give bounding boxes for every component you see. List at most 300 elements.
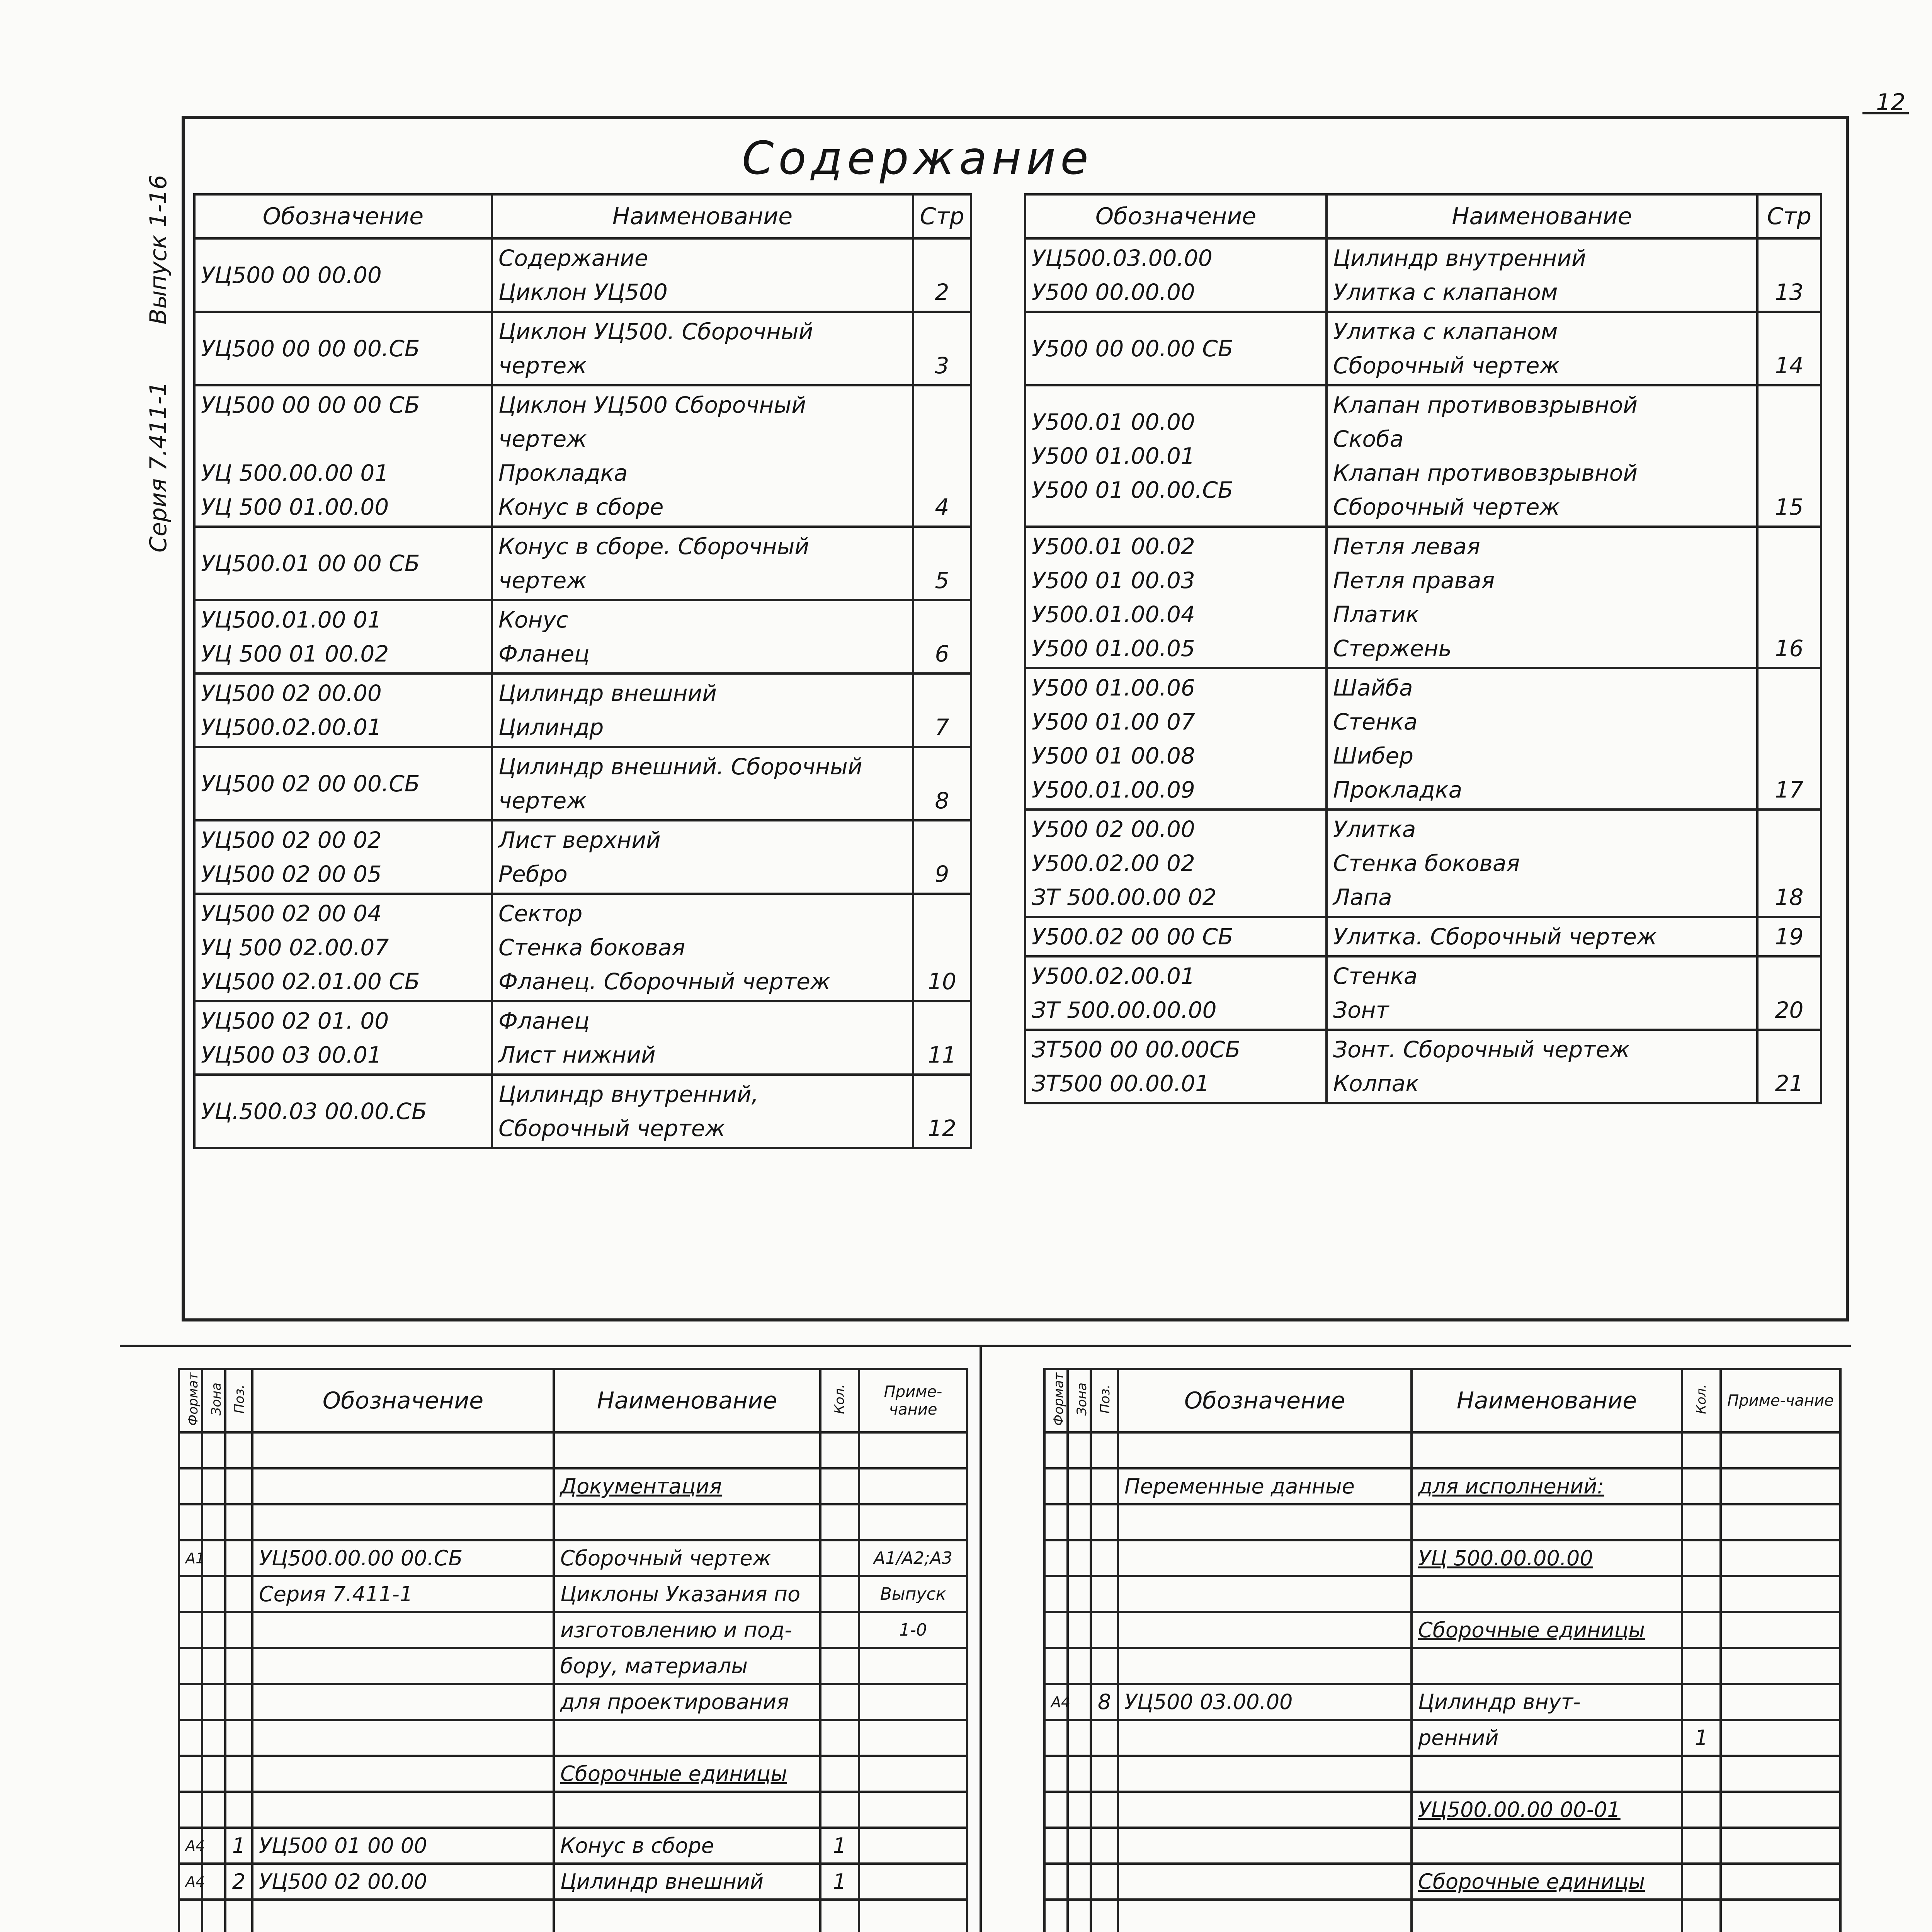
spec-note (859, 1864, 967, 1900)
toc-designation-cell (194, 1001, 492, 1075)
toc-name: Скоба (1333, 426, 1404, 452)
spec-row (1044, 1828, 1840, 1864)
spec-header-note: Приме-чание (859, 1369, 967, 1432)
spec-name: Документация (554, 1468, 820, 1504)
spec-pos (225, 1432, 252, 1468)
spec-qty (820, 1468, 859, 1504)
spec-pos (1091, 1864, 1118, 1900)
spec-zone (1068, 1720, 1091, 1756)
toc-designation: УЦ500 03 00.01 (201, 1042, 382, 1068)
spec-note (859, 1720, 967, 1756)
spec-note (1721, 1864, 1840, 1900)
toc-designation: У500 01.00.06 (1032, 675, 1195, 701)
spec-row (1044, 1540, 1840, 1576)
spec-format (1044, 1504, 1068, 1540)
spec-table-right (1043, 1368, 1842, 1932)
toc-name: Конус в сборе (498, 494, 664, 520)
spec-designation: УЦ500.00.00 00.СБ (252, 1540, 554, 1576)
spec-note (1721, 1720, 1840, 1756)
spec-format (1044, 1756, 1068, 1792)
spec-name (1412, 1900, 1682, 1932)
toc-designation-cell (194, 238, 492, 312)
spec-pos (1091, 1828, 1118, 1864)
toc-designation-cell (194, 385, 492, 527)
toc-page: 2 (913, 238, 971, 312)
toc-table-right (1024, 193, 1822, 1104)
spec-format (1044, 1576, 1068, 1612)
toc-page: 16 (1757, 527, 1821, 668)
spec-row (1044, 1792, 1840, 1828)
toc-name: Петля правая (1333, 567, 1495, 594)
spec-note (1721, 1540, 1840, 1576)
spec-row (179, 1540, 967, 1576)
spec-row (1044, 1684, 1840, 1720)
toc-designation: У500.01 00.02 (1032, 533, 1195, 560)
spec-name: Сборочные единицы (554, 1756, 820, 1792)
spec-format: А4 (179, 1864, 202, 1900)
toc-header-page: Стр (1757, 194, 1821, 238)
spec-format (1044, 1540, 1068, 1576)
toc-designation: ЗТ 500.00.00 02 (1032, 884, 1217, 910)
toc-name: Стенка (1333, 709, 1418, 735)
spec-qty: 1 (820, 1828, 859, 1864)
toc-name: чертеж (498, 787, 587, 814)
toc-designation: УЦ 500 02.00.07 (201, 934, 389, 961)
toc-designation-cell (194, 747, 492, 820)
spec-name: Цилиндр внут- (1412, 1684, 1682, 1720)
spec-format: А4 (1044, 1684, 1068, 1720)
toc-designation: УЦ500.01 00 00 СБ (201, 550, 420, 577)
toc-name: Фланец (498, 1008, 590, 1034)
spec-format (179, 1648, 202, 1684)
spec-name: Сборочный чертеж (554, 1540, 820, 1576)
spec-note: 1-0 (859, 1612, 967, 1648)
spec-note (859, 1900, 967, 1932)
spec-designation (1118, 1756, 1412, 1792)
spec-pos (225, 1504, 252, 1540)
toc-name-cell (492, 385, 913, 527)
toc-name: Фланец (498, 641, 590, 667)
toc-name: Сборочный чертеж (1333, 352, 1560, 379)
toc-designation-cell (1025, 917, 1327, 956)
spec-zone (1068, 1432, 1091, 1468)
spec-zone (1068, 1756, 1091, 1792)
spec-format (1044, 1792, 1068, 1828)
toc-page: 21 (1757, 1030, 1821, 1103)
spec-zone (202, 1828, 225, 1864)
spec-pos (225, 1612, 252, 1648)
toc-name: Фланец. Сборочный чертеж (498, 968, 831, 995)
spec-pos (225, 1792, 252, 1828)
toc-designation: У500.02.00 02 (1032, 850, 1195, 876)
spec-designation (252, 1504, 554, 1540)
spec-row (1044, 1612, 1840, 1648)
toc-name: Циклон УЦ500 Сборочный (498, 392, 806, 418)
spec-zone (1068, 1864, 1091, 1900)
toc-name-cell (1327, 385, 1757, 527)
spec-header-designation: Обозначение (252, 1369, 554, 1432)
toc-designation: УЦ500 02 00 05 (201, 861, 382, 887)
toc-designation: У500 01 00.08 (1032, 743, 1195, 769)
toc-name: Стержень (1333, 635, 1452, 662)
toc-page: 19 (1757, 917, 1821, 956)
toc-row (194, 527, 971, 600)
spec-pos (225, 1576, 252, 1612)
spec-header-note: Приме-чание (1721, 1369, 1840, 1432)
toc-page: 15 (1757, 385, 1821, 527)
spec-row (179, 1900, 967, 1932)
spec-designation (1118, 1792, 1412, 1828)
spec-row (179, 1612, 967, 1648)
spec-pos: 8 (1091, 1684, 1118, 1720)
spec-name (554, 1792, 820, 1828)
spec-header-name: Наименование (1412, 1369, 1682, 1432)
toc-designation: УЦ500 00 00.00 (201, 262, 382, 288)
spec-note (1721, 1648, 1840, 1684)
toc-row (194, 747, 971, 820)
toc-name: Циклон УЦ500 (498, 279, 668, 305)
toc-designation: УЦ500 02 00.00 (201, 680, 382, 706)
toc-header-name: Наименование (492, 194, 913, 238)
spec-qty (820, 1612, 859, 1648)
toc-designation-cell (1025, 238, 1327, 312)
spec-zone (1068, 1792, 1091, 1828)
spec-designation (1118, 1864, 1412, 1900)
toc-row (194, 894, 971, 1001)
spec-designation: УЦ500 02 00.00 (252, 1864, 554, 1900)
spec-format (179, 1684, 202, 1720)
toc-name: Циклон УЦ500. Сборочный (498, 318, 813, 345)
toc-name: Улитка (1333, 816, 1416, 842)
toc-designation: УЦ500 00 00 00.СБ (201, 335, 420, 362)
spec-note (1721, 1432, 1840, 1468)
spec-name: Сборочные единицы (1412, 1864, 1682, 1900)
spec-name (554, 1504, 820, 1540)
spec-zone (1068, 1504, 1091, 1540)
spec-pos (225, 1720, 252, 1756)
toc-name-cell (1327, 312, 1757, 385)
spec-note (859, 1684, 967, 1720)
toc-designation-cell (1025, 312, 1327, 385)
toc-name: Стенка боковая (1333, 850, 1520, 876)
spec-format (179, 1576, 202, 1612)
spec-zone (202, 1468, 225, 1504)
toc-name: Клапан противовзрывной (1333, 460, 1638, 486)
toc-name-cell (492, 527, 913, 600)
spec-pos (1091, 1756, 1118, 1792)
toc-name: Прокладка (498, 460, 628, 486)
spec-designation (252, 1720, 554, 1756)
toc-name: Петля левая (1333, 533, 1480, 560)
toc-page: 9 (913, 820, 971, 894)
spec-format (1044, 1468, 1068, 1504)
toc-name: Цилиндр внешний. Сборочный (498, 753, 862, 780)
page-number-rule (1862, 112, 1909, 114)
spec-pos (1091, 1648, 1118, 1684)
spec-zone (1068, 1828, 1091, 1864)
spec-designation: Серия 7.411-1 (252, 1576, 554, 1612)
spec-pos (225, 1900, 252, 1932)
spec-zone (1068, 1576, 1091, 1612)
spec-header-pos: Поз. (232, 1384, 247, 1414)
spec-header-pos: Поз. (1097, 1384, 1113, 1414)
spec-pos (225, 1648, 252, 1684)
spec-pos (1091, 1576, 1118, 1612)
spec-note (859, 1648, 967, 1684)
spec-name: ренний (1412, 1720, 1682, 1756)
spec-zone (1068, 1648, 1091, 1684)
toc-designation: УЦ500 02 01. 00 (201, 1008, 389, 1034)
spec-header-qty: Кол. (832, 1384, 847, 1414)
spec-format (179, 1504, 202, 1540)
spec-note (1721, 1468, 1840, 1504)
toc-name-cell (1327, 956, 1757, 1030)
issue-label: Выпуск 1-16 (145, 175, 172, 325)
toc-name: Колпак (1333, 1070, 1419, 1097)
spec-qty (1682, 1900, 1721, 1932)
toc-designation: УЦ500 02 00 02 (201, 827, 382, 853)
spec-qty (820, 1432, 859, 1468)
toc-name-cell (492, 747, 913, 820)
spec-row (179, 1756, 967, 1792)
spec-format (1044, 1828, 1068, 1864)
spec-pos (1091, 1504, 1118, 1540)
toc-designation-cell (194, 600, 492, 673)
spec-designation (252, 1432, 554, 1468)
spec-zone (202, 1648, 225, 1684)
sheet-divider (980, 1345, 982, 1932)
toc-name: Улитка с клапаном (1333, 318, 1558, 345)
spec-zone (202, 1756, 225, 1792)
spec-designation (252, 1648, 554, 1684)
toc-name-cell (492, 894, 913, 1001)
toc-designation: У500 00 00.00 СБ (1032, 335, 1233, 362)
spec-pos (1091, 1900, 1118, 1932)
spec-format (179, 1792, 202, 1828)
spec-row (179, 1504, 967, 1540)
toc-name: Конус в сборе. Сборочный (498, 533, 810, 560)
spec-designation (252, 1792, 554, 1828)
spec-qty (1682, 1756, 1721, 1792)
toc-name: Цилиндр внутренний (1333, 245, 1586, 271)
toc-name: Стенка (1333, 963, 1418, 989)
spec-name: Циклоны Указания по (554, 1576, 820, 1612)
toc-name: Сборочный чертеж (498, 1115, 725, 1141)
toc-designation-cell (194, 894, 492, 1001)
spec-format (1044, 1900, 1068, 1932)
toc-row (194, 385, 971, 527)
toc-designation: У500.01 00.00 (1032, 409, 1195, 435)
toc-name: чертеж (498, 426, 587, 452)
spec-qty (1682, 1432, 1721, 1468)
spec-pos (225, 1684, 252, 1720)
toc-name-cell (492, 312, 913, 385)
toc-row (1025, 668, 1821, 810)
toc-name-cell (492, 600, 913, 673)
toc-name: Цилиндр (498, 714, 604, 740)
spec-zone (202, 1864, 225, 1900)
toc-designation: УЦ.500.03 00.00.СБ (201, 1098, 427, 1124)
toc-name: Лапа (1333, 884, 1392, 910)
toc-designation: УЦ500.01.00 01 (201, 607, 382, 633)
spec-pos (225, 1468, 252, 1504)
spec-name (1412, 1648, 1682, 1684)
spec-row (1044, 1504, 1840, 1540)
spec-name: изготовлению и под- (554, 1612, 820, 1648)
spec-designation (1118, 1576, 1412, 1612)
toc-name: Ребро (498, 861, 568, 887)
toc-designation: УЦ500 02 00 04 (201, 900, 382, 927)
spec-designation (1118, 1828, 1412, 1864)
toc-page: 6 (913, 600, 971, 673)
toc-designation: У500.01.00.09 (1032, 777, 1195, 803)
toc-designation: У500 01 00.00.СБ (1032, 477, 1233, 503)
toc-designation (201, 422, 485, 456)
toc-page: 7 (913, 673, 971, 747)
spec-qty: 1 (820, 1864, 859, 1900)
spec-qty (820, 1792, 859, 1828)
spec-pos (1091, 1540, 1118, 1576)
spec-row (1044, 1468, 1840, 1504)
toc-name: Шибер (1333, 743, 1413, 769)
spec-name: бору, материалы (554, 1648, 820, 1684)
spec-row (1044, 1576, 1840, 1612)
spec-qty: 1 (1682, 1720, 1721, 1756)
spec-row (179, 1720, 967, 1756)
spec-qty (820, 1648, 859, 1684)
spec-name (1412, 1576, 1682, 1612)
spec-name: Конус в сборе (554, 1828, 820, 1864)
toc-page: 18 (1757, 810, 1821, 917)
toc-designation: У500 02 00.00 (1032, 816, 1195, 842)
spec-pos: 2 (225, 1864, 252, 1900)
spec-designation (1118, 1432, 1412, 1468)
toc-designation-cell (194, 673, 492, 747)
toc-designation-cell (194, 527, 492, 600)
toc-designation-cell (194, 820, 492, 894)
spec-designation (1118, 1720, 1412, 1756)
toc-name: Цилиндр внутренний, (498, 1081, 759, 1107)
spec-qty (820, 1504, 859, 1540)
toc-name-cell (1327, 917, 1757, 956)
spec-name (554, 1720, 820, 1756)
spec-designation (252, 1468, 554, 1504)
spec-row (1044, 1756, 1840, 1792)
toc-row (194, 312, 971, 385)
toc-page: 14 (1757, 312, 1821, 385)
spec-note (1721, 1828, 1840, 1864)
spec-qty (1682, 1468, 1721, 1504)
spec-designation: УЦ500 01 00 00 (252, 1828, 554, 1864)
spec-note (859, 1792, 967, 1828)
spec-zone (202, 1792, 225, 1828)
spec-name: для исполнений: (1412, 1468, 1682, 1504)
toc-name: Платик (1333, 601, 1419, 628)
spec-zone (202, 1612, 225, 1648)
toc-designation: УЦ500.03.00.00 (1032, 245, 1213, 271)
spec-format (179, 1612, 202, 1648)
toc-designation-cell (194, 312, 492, 385)
spec-header-name: Наименование (554, 1369, 820, 1432)
toc-designation: У500 01.00.05 (1032, 635, 1195, 662)
toc-name: Улитка. Сборочный чертеж (1333, 923, 1657, 950)
spec-header-format: Формат (185, 1372, 201, 1426)
toc-row (1025, 238, 1821, 312)
spec-qty (820, 1720, 859, 1756)
toc-header-page: Стр (913, 194, 971, 238)
toc-header-designation: Обозначение (1025, 194, 1327, 238)
spec-qty (1682, 1684, 1721, 1720)
spec-note (1721, 1612, 1840, 1648)
spec-format (1044, 1612, 1068, 1648)
spec-row (179, 1576, 967, 1612)
spec-pos: 1 (225, 1828, 252, 1864)
spec-name (1412, 1828, 1682, 1864)
spec-note (1721, 1684, 1840, 1720)
spec-designation (1118, 1900, 1412, 1932)
toc-name-cell (1327, 1030, 1757, 1103)
toc-designation: УЦ500 00 00 00 СБ (201, 392, 420, 418)
toc-designation: УЦ 500.00.00 01 (201, 460, 389, 486)
toc-name: Зонт (1333, 997, 1389, 1023)
spec-note (859, 1756, 967, 1792)
toc-name-cell (492, 673, 913, 747)
toc-designation: У500.01.00.04 (1032, 601, 1195, 628)
spec-note (859, 1432, 967, 1468)
spec-format: А1 (179, 1540, 202, 1576)
toc-row (1025, 956, 1821, 1030)
toc-name: Улитка с клапаном (1333, 279, 1558, 305)
spec-qty (820, 1756, 859, 1792)
toc-designation: У500 01.00 07 (1032, 709, 1195, 735)
spec-qty (1682, 1792, 1721, 1828)
toc-name: Прокладка (1333, 777, 1463, 803)
spec-format (1044, 1432, 1068, 1468)
spec-note (1721, 1792, 1840, 1828)
spec-row (179, 1684, 967, 1720)
spec-qty (1682, 1864, 1721, 1900)
spec-designation (1118, 1648, 1412, 1684)
spec-zone (202, 1504, 225, 1540)
toc-designation: У500 01.00.01 (1032, 443, 1195, 469)
toc-designation: ЗТ500 00.00.01 (1032, 1070, 1210, 1097)
toc-designation: У500.02.00.01 (1032, 963, 1195, 989)
spec-pos (225, 1540, 252, 1576)
toc-designation: УЦ 500 01.00.00 (201, 494, 389, 520)
spec-format (179, 1756, 202, 1792)
spec-header-zone: Зона (209, 1382, 224, 1416)
toc-page: 3 (913, 312, 971, 385)
toc-row (1025, 917, 1821, 956)
spec-designation (1118, 1504, 1412, 1540)
toc-row (1025, 312, 1821, 385)
toc-page: 12 (913, 1075, 971, 1148)
spec-pos (1091, 1432, 1118, 1468)
spec-name (554, 1900, 820, 1932)
toc-header-designation: Обозначение (194, 194, 492, 238)
spec-designation (1118, 1612, 1412, 1648)
spec-note (1721, 1900, 1840, 1932)
toc-designation: УЦ500 02 00 00.СБ (201, 770, 420, 797)
spec-zone (202, 1900, 225, 1932)
spec-format (1044, 1720, 1068, 1756)
spec-qty (1682, 1576, 1721, 1612)
spec-table-left (178, 1368, 968, 1932)
spec-note: А1/А2;А3 (859, 1540, 967, 1576)
toc-name: Лист верхний (498, 827, 661, 853)
spec-qty (1682, 1612, 1721, 1648)
toc-row (1025, 810, 1821, 917)
